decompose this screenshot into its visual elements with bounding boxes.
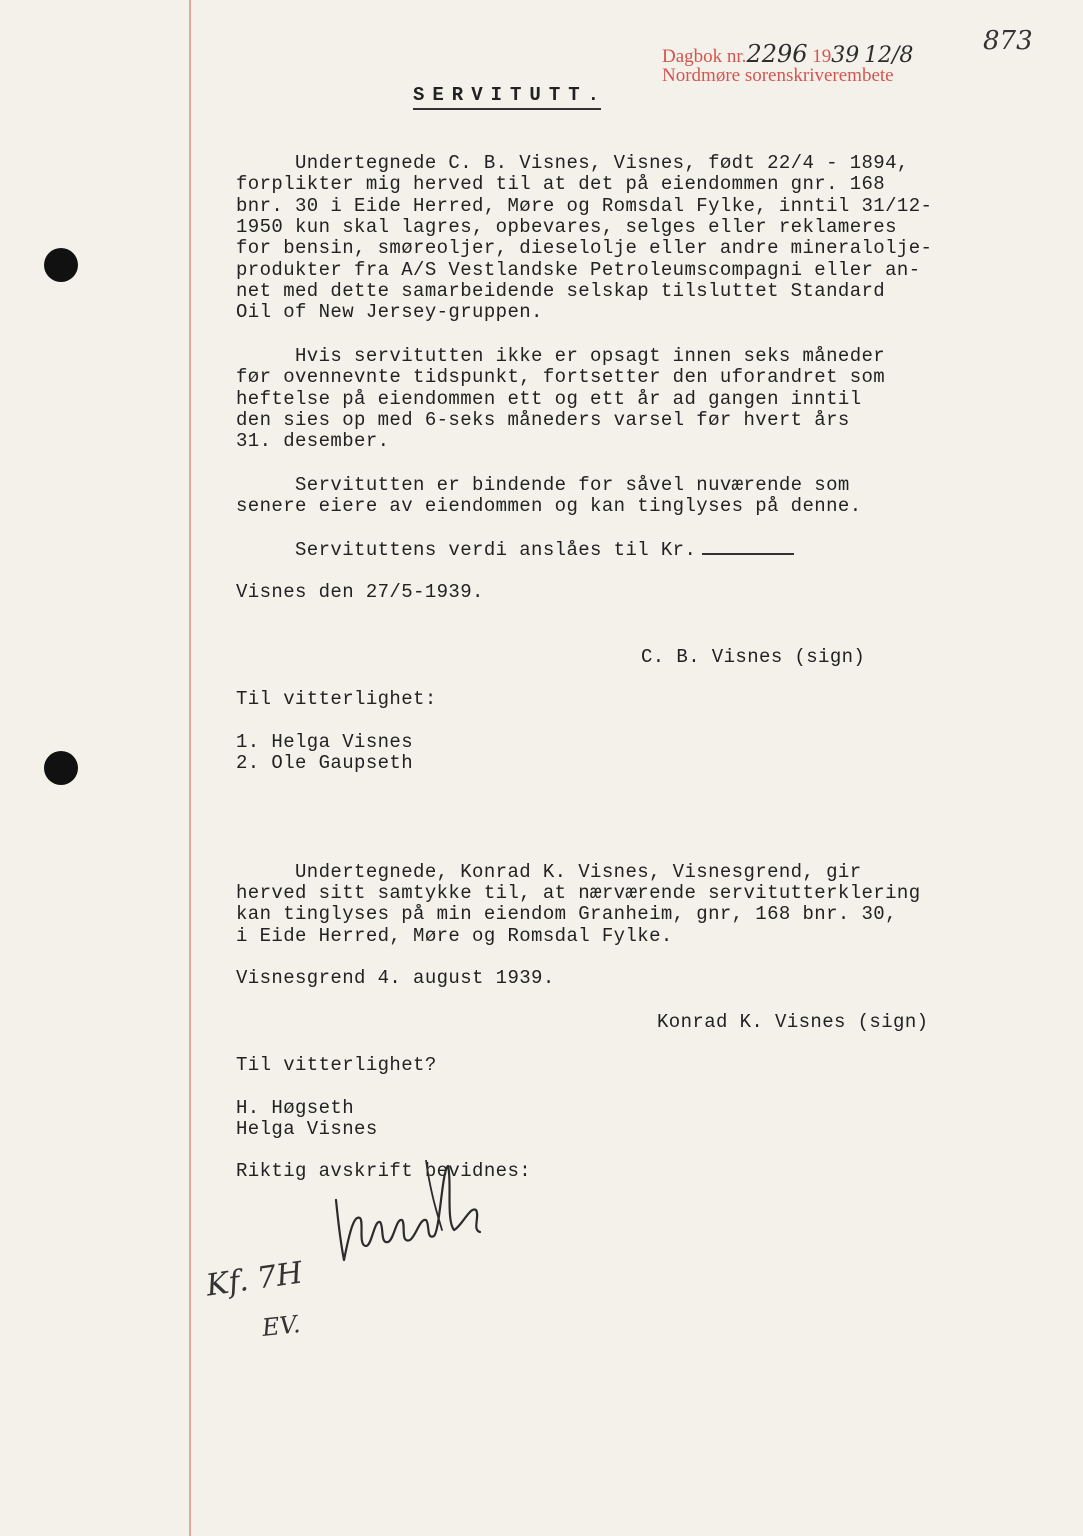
date-line: Visnes den 27/5-1939. [236, 581, 484, 603]
text-line: for bensin, smøreoljer, dieselolje eller andre mineralolje- [236, 237, 933, 259]
text-line: heftelse på eiendommen ett og ett år ad gangen inntil [236, 388, 862, 410]
text-line: i Eide Herred, Møre og Romsdal Fylke. [236, 925, 673, 947]
text-line: herved sitt samtykke til, at nærværende servitutterklering [236, 882, 921, 904]
stamp-year-prefix: 19 [812, 46, 832, 67]
stamp-date: 12/8 [864, 43, 914, 68]
consent-date: Visnesgrend 4. august 1939. [236, 967, 555, 989]
text-line: Hvis servitutten ikke er opsagt innen seks måneder [236, 345, 886, 367]
witness-label-2: Til vitterlighet? [236, 1054, 437, 1076]
stamp-year: 39 [831, 43, 860, 68]
text-line: kan tinglyses på min eiendom Granheim, gnr, 168 bnr. 30, [236, 903, 897, 925]
stamp-label: Dagbok nr. [662, 46, 747, 67]
signature-1: C. B. Visnes (sign) [641, 646, 866, 668]
text-line: Undertegnede, Konrad K. Visnes, Visnesgrend, gir [236, 861, 862, 883]
text-line: bnr. 30 i Eide Herred, Møre og Romsdal Fylke, inntil 31/12- [236, 195, 933, 217]
witness-label-1: Til vitterlighet: [236, 688, 437, 710]
certification-line: Riktig avskrift bevidnes: [236, 1160, 532, 1182]
witness-2-1: H. Høgseth [236, 1097, 355, 1119]
margin-note-bottom: EV. [260, 1310, 302, 1342]
text-line: produkter fra A/S Vestlandske Petroleumscompagni eller an- [236, 259, 921, 281]
text-line: net med dette samarbeidende selskap tilsluttet Standard [236, 280, 886, 302]
registry-stamp [662, 40, 913, 87]
stamp-number: 2296 [746, 40, 808, 68]
page-number: 873 [983, 26, 1033, 56]
text-line: den sies op med 6-seks måneders varsel før hvert års [236, 409, 850, 431]
stamp-office: Nordmøre sorenskriverembete [662, 65, 894, 86]
witness-1-2: 2. Ole Gaupseth [236, 752, 414, 774]
witness-2-2: Helga Visnes [236, 1118, 378, 1140]
witness-1-1: 1. Helga Visnes [236, 731, 414, 753]
signature-2: Konrad K. Visnes (sign) [657, 1011, 929, 1033]
document-title: SERVITUTT. [413, 84, 608, 106]
text-line: Undertegnede C. B. Visnes, Visnes, født 22/4 - 1894, [236, 152, 909, 174]
value-blank [702, 539, 794, 555]
punch-hole-bottom [44, 751, 78, 785]
value-line [236, 539, 794, 561]
text-line: 31. desember. [236, 430, 390, 452]
text-line: senere eiere av eiendommen og kan tinglyses på denne. [236, 495, 862, 517]
text-line: 1950 kun skal lagres, opbevares, selges eller reklameres [236, 216, 897, 238]
margin-rule [189, 0, 191, 1536]
value-text: Servituttens verdi anslåes til Kr. [236, 539, 697, 561]
text-line: Servitutten er bindende for såvel nuværende som [236, 474, 850, 496]
text-line: forplikter mig herved til at det på eiendommen gnr. 168 [236, 173, 886, 195]
margin-note-top: Kf. 7H [204, 1255, 305, 1304]
handwritten-signature [330, 1160, 500, 1270]
text-line: før ovennevnte tidspunkt, fortsetter den uforandret som [236, 366, 886, 388]
punch-hole-top [44, 248, 78, 282]
text-line: Oil of New Jersey-gruppen. [236, 301, 543, 323]
